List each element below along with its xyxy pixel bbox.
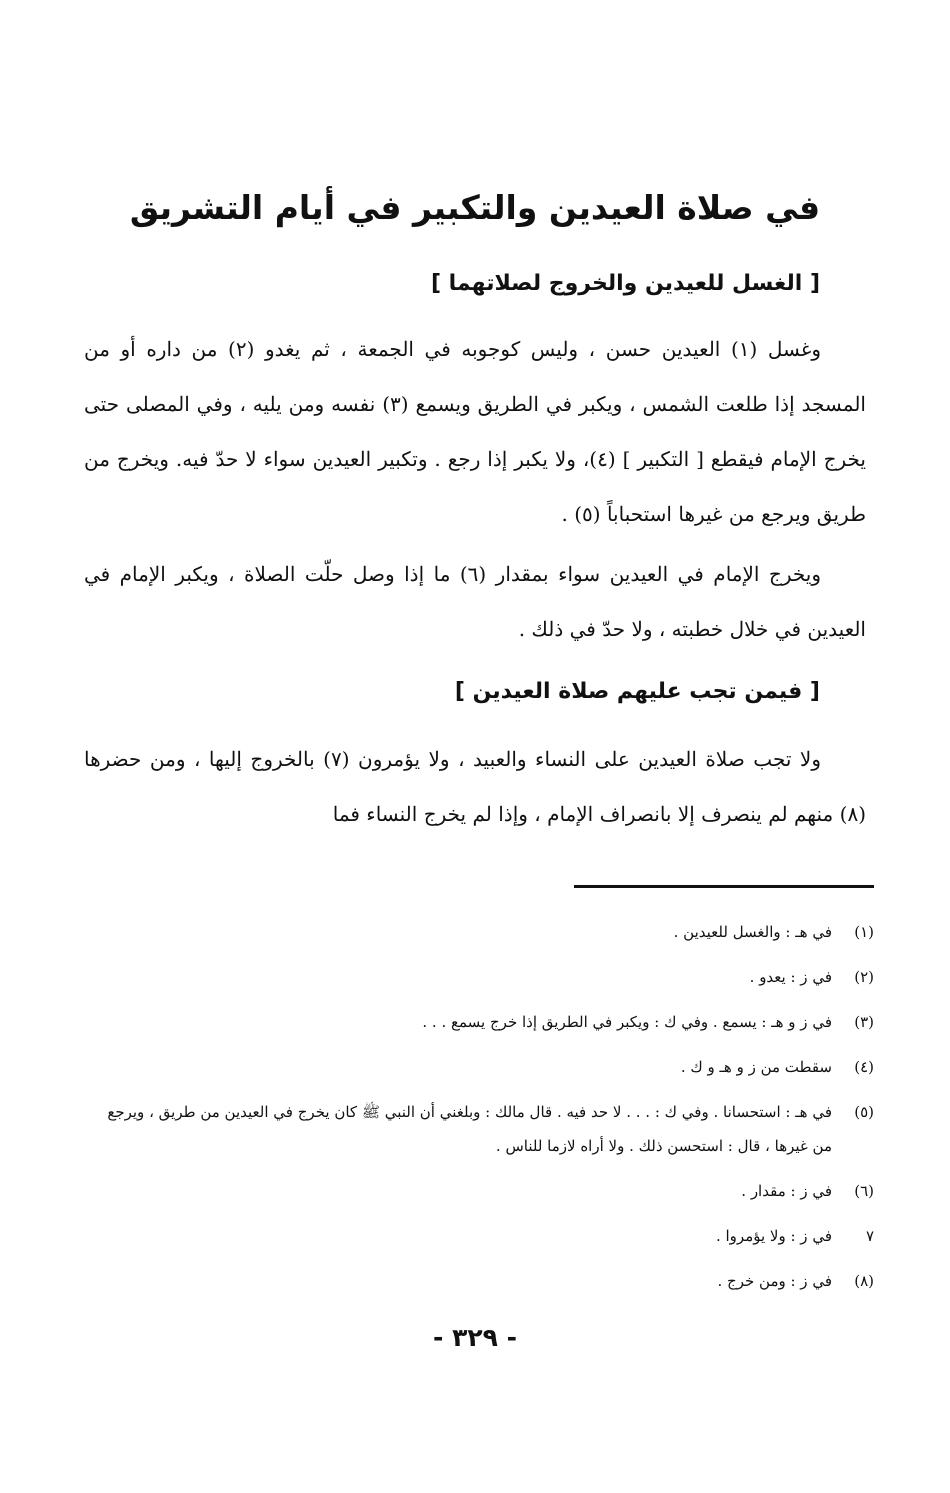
footnote-marker: (٤)	[854, 1058, 874, 1076]
footnote-marker: (٣)	[854, 1013, 874, 1031]
footnote-text: في ز : يعدو .	[749, 968, 832, 986]
footnote-marker: (٢)	[854, 968, 874, 986]
paragraph-washing: وغسل (١) العيدين حسن ، وليس كوجوبه في الجمعة ، ثم يغدو (٢) من داره أو من المسجد إذا طلعت الشمس ، ويكبر في الطريق ويسمع (٣) نفسه ومن يليه ، وفي المصلى حتى يخرج الإمام فيقطع [ التكبير ] (٤)، ولا يكبر إذا رجع . وتكبير العيدين سواء لا حدّ فيه. ويخرج من طريق ويرجع من غيرها استحباباً (٥) .	[84, 337, 867, 526]
footnote-text: في هـ : استحسانا . وفي ك : . . . لا حد فيه . قال مالك : وبلغني أن النبي ﷺ كان يخرج في العيدين من طريق ، ويرجع من غيرها ، قال : استحسن ذلك . ولا أراه لازما للناس .	[107, 1103, 832, 1155]
footnote-separator	[574, 885, 874, 888]
footnote-marker: (٨)	[854, 1272, 874, 1290]
footnote-4	[84, 1050, 874, 1084]
footnote-text: سقطت من ز و هـ و ك .	[680, 1058, 832, 1076]
footnote-text: في ز : ولا يؤمروا .	[715, 1227, 832, 1245]
footnote-5	[84, 1095, 874, 1163]
footnote-3	[84, 1005, 874, 1039]
footnote-2	[84, 960, 874, 994]
section-heading-washing: [ الغسل للعيدين والخروج لصلاتهما ]	[430, 271, 820, 296]
section-heading-obligation: [ فيمن تجب عليهم صلاة العيدين ]	[454, 679, 820, 704]
page-number: - ٣٢٩ -	[433, 1323, 517, 1352]
footnote-marker: (٥)	[854, 1103, 874, 1121]
footnote-marker: ٧	[865, 1227, 874, 1245]
footnote-marker: (١)	[854, 923, 874, 941]
footnote-marker: (٦)	[854, 1182, 874, 1200]
footnote-text: في هـ : والغسل للعيدين .	[673, 923, 832, 941]
footnote-6	[84, 1174, 874, 1208]
chapter-title: في صلاة العيدين والتكبير في أيام التشريق	[129, 188, 821, 227]
footnotes-list	[84, 915, 874, 1309]
paragraph-obligation: ولا تجب صلاة العيدين على النساء والعبيد ، ولا يؤمرون (٧) بالخروج إليها ، ومن حضرها (٨) منهم لم ينصرف إلا بانصراف الإمام ، وإذا لم يخرج النساء فما	[84, 747, 866, 826]
footnote-text: في ز : مقدار .	[741, 1182, 832, 1200]
footnote-8	[84, 1264, 874, 1298]
footnote-text: في ز : ومن خرج .	[717, 1272, 832, 1290]
paragraph-imam-exit: ويخرج الإمام في العيدين سواء بمقدار (٦) ما إذا وصل حلّت الصلاة ، ويكبر الإمام في العيدين في خلال خطبته ، ولا حدّ في ذلك .	[84, 562, 866, 641]
footnote-text: في ز و هـ : يسمع . وفي ك : ويكبر في الطريق إذا خرج يسمع . . .	[422, 1013, 832, 1031]
footnote-1	[84, 915, 874, 949]
footnote-7	[84, 1219, 874, 1253]
